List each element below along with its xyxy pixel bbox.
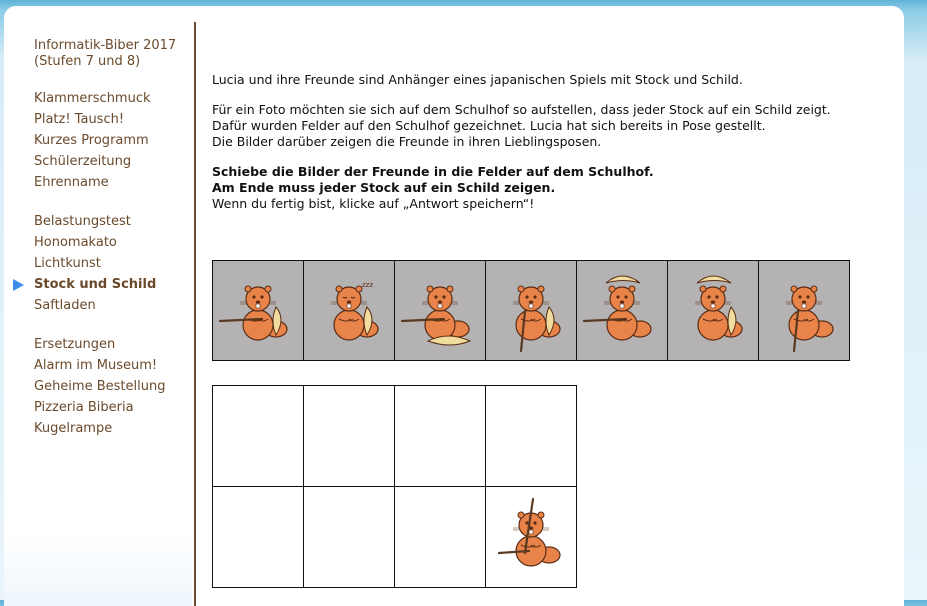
- schoolyard-cell[interactable]: [304, 487, 395, 588]
- schoolyard-cell[interactable]: [213, 386, 304, 487]
- instruction-paragraph: [212, 164, 892, 212]
- task-group-3: [34, 334, 189, 439]
- page-panel: [4, 6, 904, 606]
- task-link-saftladen[interactable]: Saftladen: [34, 298, 96, 313]
- task-link-stock-und-schild[interactable]: [34, 274, 189, 295]
- schoolyard-cell[interactable]: [486, 487, 577, 588]
- schoolyard-cell[interactable]: [395, 487, 486, 588]
- sidebar-background: [4, 536, 192, 606]
- task-link-alarm-im-museum[interactable]: Alarm im Museum!: [34, 358, 158, 373]
- task-link-honomakato[interactable]: Honomakato: [34, 235, 117, 250]
- beaver-stick-left-shield-up-icon[interactable]: [580, 269, 664, 353]
- setup-line-2: Dafür wurden Felder auf den Schulhof gezeichnet. Lucia hat sich bereits in Pose gestellt.: [212, 118, 766, 133]
- task-link-ersetzungen[interactable]: Ersetzungen: [34, 337, 116, 352]
- svg-text:zzz: zzz: [362, 280, 374, 289]
- task-link-kugelrampe[interactable]: Kugelrampe: [34, 421, 113, 436]
- beaver-pool-row: [213, 261, 850, 361]
- task-link-label: Stock und Schild: [34, 277, 157, 292]
- pool-cell: [304, 261, 395, 361]
- task-link-lichtkunst[interactable]: Lichtkunst: [34, 256, 101, 271]
- schoolyard-body: [213, 386, 577, 588]
- task-link-klammerschmuck[interactable]: Klammerschmuck: [34, 91, 151, 106]
- instruction-line-1: Schiebe die Bilder der Freunde in die Felder auf dem Schulhof.: [212, 164, 654, 179]
- schoolyard-cell[interactable]: [486, 386, 577, 487]
- task-link-pizzeria-biberia[interactable]: Pizzeria Biberia: [34, 400, 134, 415]
- pool-cell: [759, 261, 850, 361]
- pool-cell: [395, 261, 486, 361]
- sidebar-divider: [194, 22, 196, 606]
- schoolyard-grid: [212, 385, 577, 588]
- task-link-ehrenname[interactable]: Ehrenname: [34, 175, 109, 190]
- contest-level: (Stufen 7 und 8): [34, 54, 141, 69]
- task-navigation: [34, 38, 189, 457]
- beaver-shield-up-shield-right-icon[interactable]: [671, 269, 755, 353]
- lucia-beaver-icon: [489, 495, 573, 579]
- beaver-pool: [212, 260, 850, 361]
- beaver-stick-down-shield-right-icon[interactable]: [489, 269, 573, 353]
- instruction-line-3: Wenn du fertig bist, klicke auf „Antwort speichern“!: [212, 196, 535, 211]
- task-link-schuelerzeitung[interactable]: Schülerzeitung: [34, 154, 132, 169]
- beaver-stick-down-icon[interactable]: [762, 269, 846, 353]
- task-link-platz-tausch[interactable]: Platz! Tausch!: [34, 112, 125, 127]
- task-link-kurzes-programm[interactable]: Kurzes Programm: [34, 133, 149, 148]
- contest-heading: [34, 38, 189, 70]
- pool-cell: [668, 261, 759, 361]
- schoolyard-cell[interactable]: [304, 386, 395, 487]
- instruction-line-2: Am Ende muss jeder Stock auf ein Schild zeigen.: [212, 180, 556, 195]
- pool-cell: [486, 261, 577, 361]
- setup-paragraph: [212, 102, 892, 150]
- task-group-2: [34, 211, 189, 316]
- task-link-geheime-bestellung[interactable]: Geheime Bestellung: [34, 379, 166, 394]
- pool-cell: [213, 261, 304, 361]
- pool-cell: [577, 261, 668, 361]
- beaver-sleeping-shield-right-icon[interactable]: [307, 269, 391, 353]
- setup-line-3: Die Bilder darüber zeigen die Freunde in ihren Lieblingsposen.: [212, 134, 602, 149]
- schoolyard-cell[interactable]: [213, 487, 304, 588]
- current-task-arrow-icon: [13, 279, 24, 291]
- schoolyard-row: [213, 386, 577, 487]
- beaver-stick-left-shield-down-icon[interactable]: [398, 269, 482, 353]
- intro-paragraph: Lucia und ihre Freunde sind Anhänger eines japanischen Spiels mit Stock und Schild.: [212, 72, 743, 87]
- beaver-stick-left-shield-right-icon[interactable]: [216, 269, 300, 353]
- schoolyard-cell[interactable]: [395, 386, 486, 487]
- schoolyard-row: [213, 487, 577, 588]
- contest-title: Informatik-Biber 2017: [34, 38, 177, 53]
- setup-line-1: Für ein Foto möchten sie sich auf dem Schulhof so aufstellen, dass jeder Stock auf ein Schild zeigt.: [212, 102, 831, 117]
- task-group-1: [34, 88, 189, 193]
- task-description: [212, 72, 892, 226]
- task-link-belastungstest[interactable]: Belastungstest: [34, 214, 131, 229]
